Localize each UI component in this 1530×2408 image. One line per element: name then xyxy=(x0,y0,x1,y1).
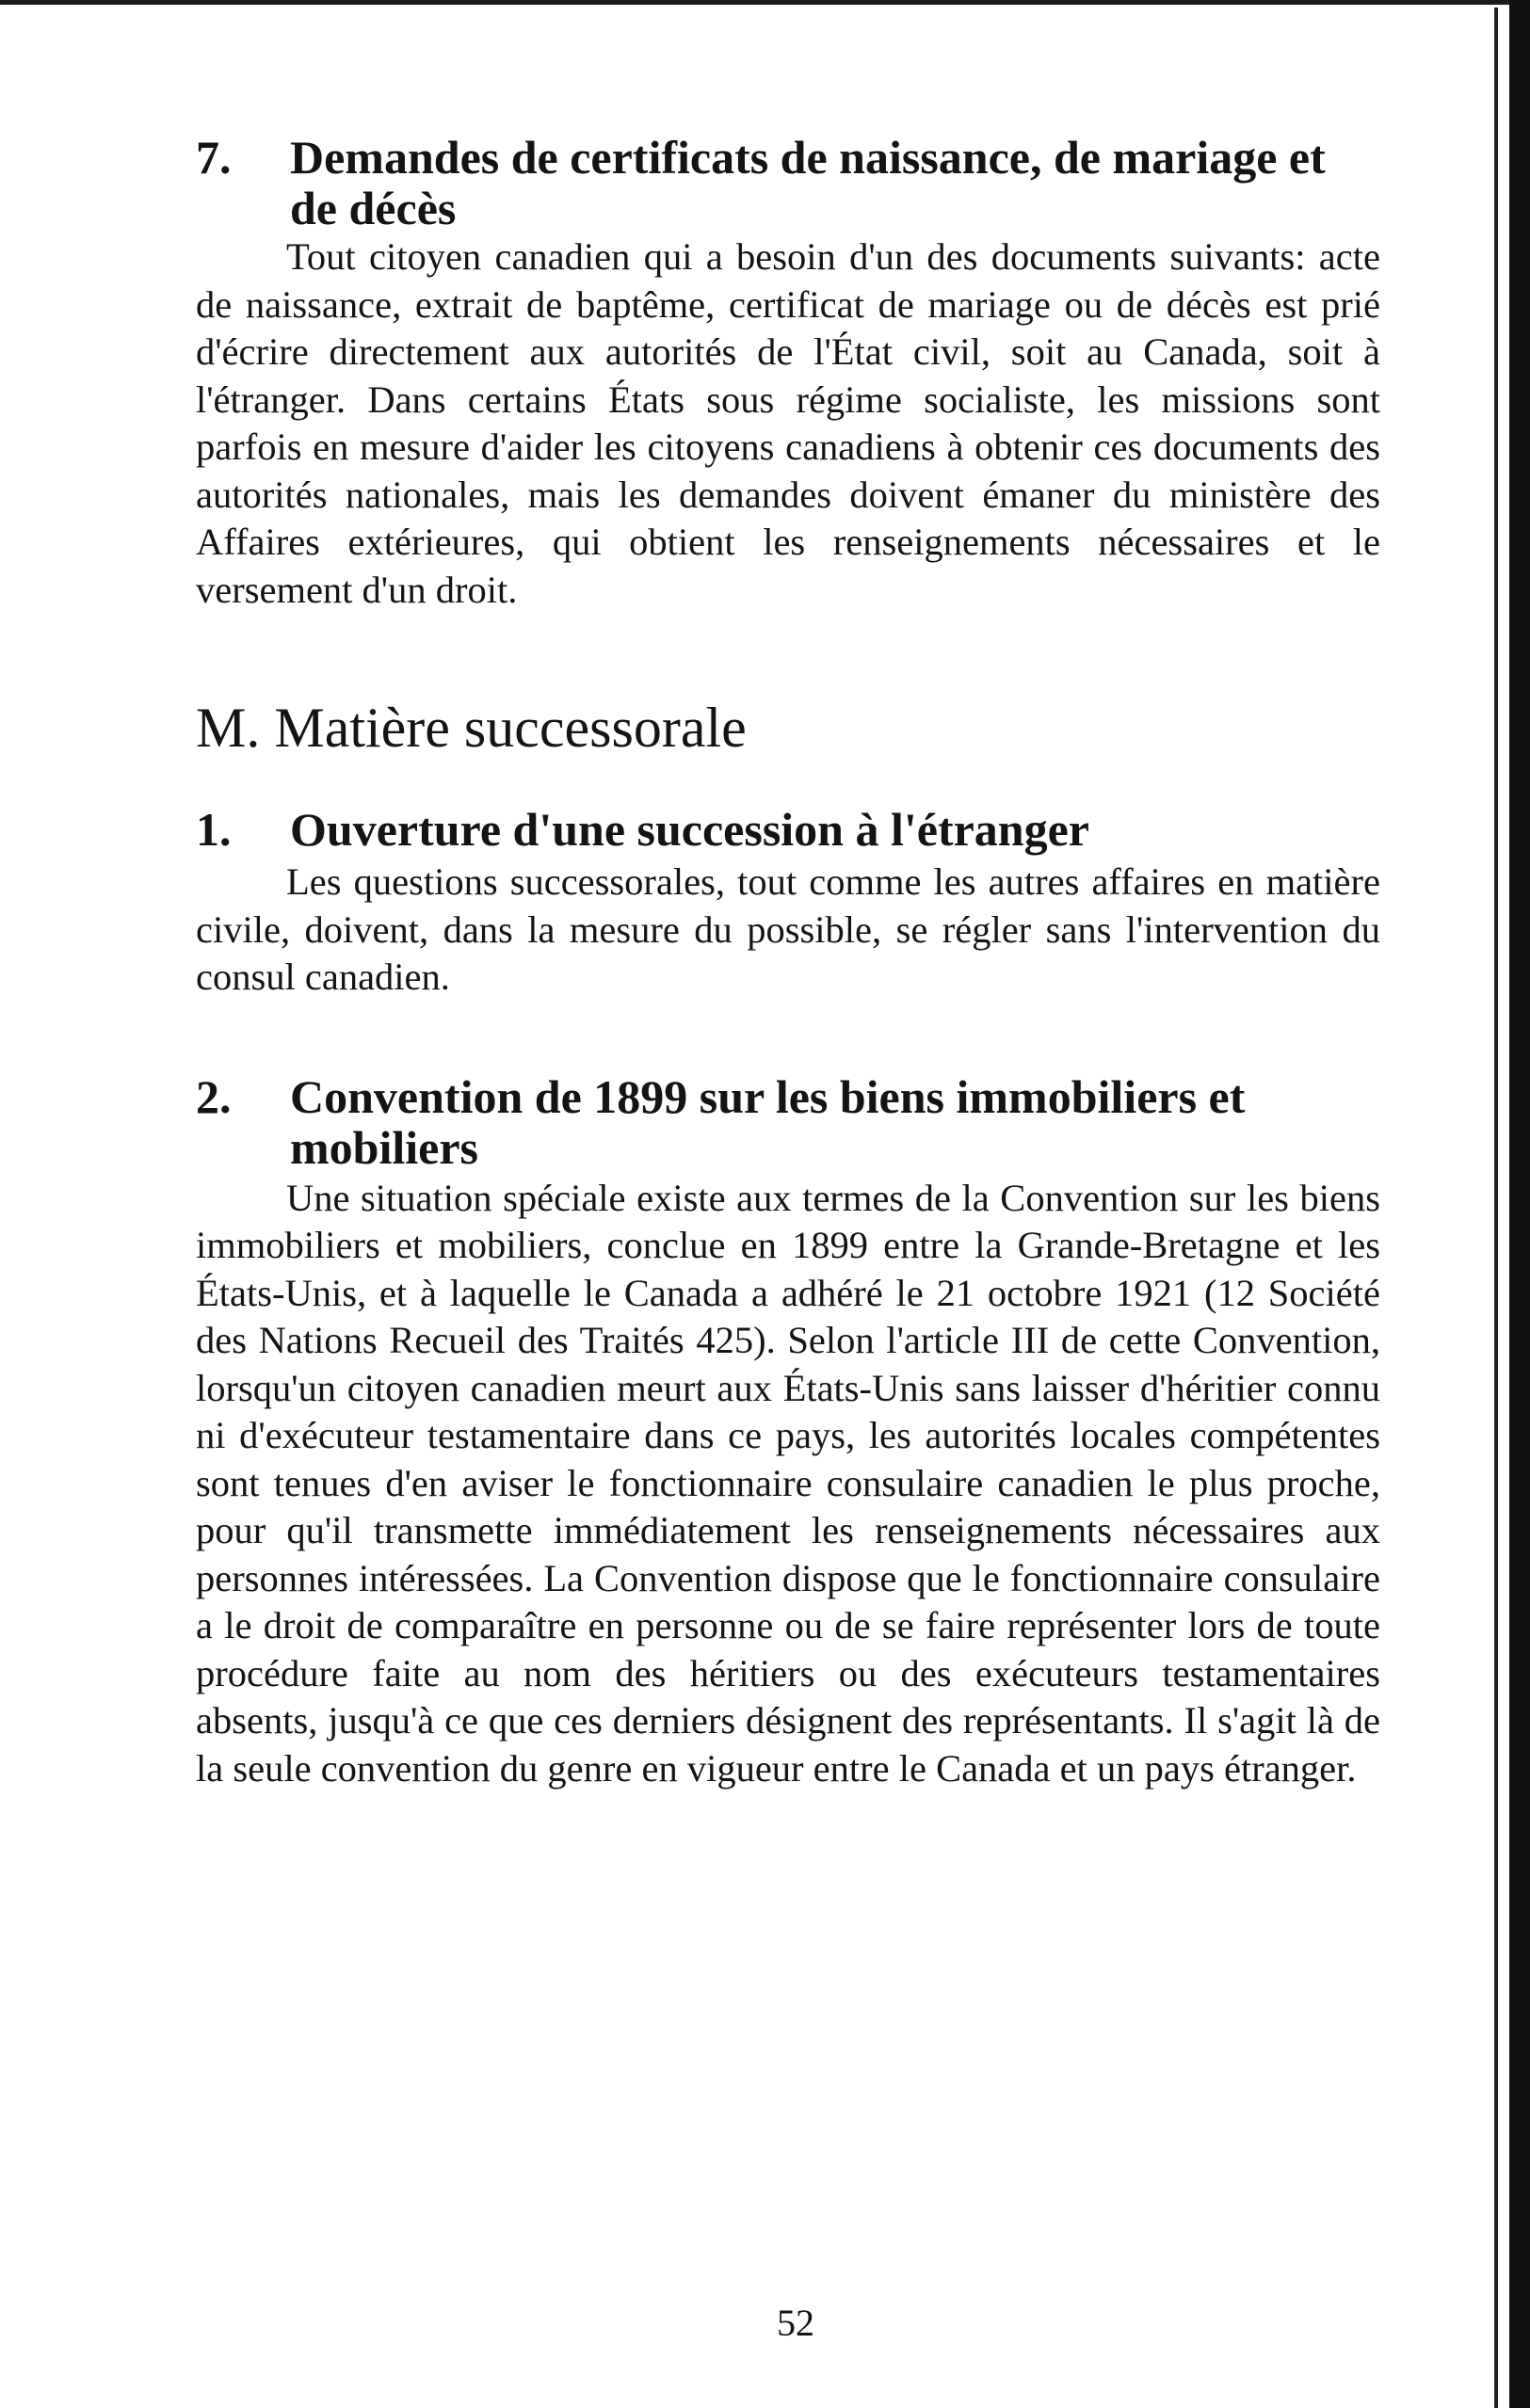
text-column xyxy=(196,132,1380,1792)
section-7-title: Demandes de certificats de naissance, de mariage et de décès xyxy=(290,131,1326,234)
binding-edge-line xyxy=(1494,8,1498,2408)
section-2-title: Convention de 1899 sur les biens immobiliers et mobiliers xyxy=(290,1069,1246,1174)
section-1-title: Ouverture d'une succession à l'étranger xyxy=(290,803,1089,856)
section-2-heading xyxy=(196,1071,1380,1173)
section-1-paragraph: Les questions successorales, tout comme les autres affaires en matière civile, doivent, dans la mesure du possible, se régler sans l'intervention du consul canadien. xyxy=(196,860,1380,998)
section-7-heading xyxy=(196,132,1380,233)
section-2-paragraph: Une situation spéciale existe aux termes de la Convention sur les biens immobiliers et mobiliers, conclue en 1899 entre la Grande-Bretagne et les États-Unis, et à laquelle le Canada a adhéré le 21 octobre 1921 (12 Société des Nations Recueil des Traités 425). Selon l'article III de cette Convention, lorsqu'un citoyen canadien meurt aux États-Unis sans laisser d'héritier connu ni d'exécuteur testamentaire dans ce pays, les autorités locales compétentes sont tenues d'en aviser le fonctionnaire consulaire canadien le plus proche, pour qu'il transmette immédiatement les renseignements nécessaires aux personnes intéressées. La Convention dispose que le fonctionnaire consulaire a le droit de comparaître en personne ou de se faire représenter lors de toute procédure faite au nom des héritiers ou des exécuteurs testamentaires absents, jusqu'à ce que ces derniers désignent des représentants. Il s'agit là de la seule convention du genre en vigueur entre le Canada et un pays étranger. xyxy=(196,1176,1380,1790)
top-edge-rule xyxy=(0,0,1530,5)
section-1-number: 1. xyxy=(196,803,232,856)
binding-edge-bar xyxy=(1509,0,1530,2408)
section-7-paragraph: Tout citoyen canadien qui a besoin d'un des documents suivants: acte de naissance, extrait de baptême, certificat de mariage ou de décès est prié d'écrire directement aux autorités de l'État civil, soit au Canada, soit à l'étranger. Dans certains États sous régime socialiste, les missions sont parfois en mesure d'aider les citoyens canadiens à obtenir ces documents des autorités nationales, mais les demandes doivent émaner du ministère des Affaires extérieures, qui obtient les renseignements nécessaires et le versement d'un droit. xyxy=(196,235,1380,611)
section-m-heading: M. Matière successorale xyxy=(196,697,747,759)
section-2-number: 2. xyxy=(196,1069,232,1123)
section-1-heading xyxy=(196,804,1380,855)
section-7-number: 7. xyxy=(196,131,232,184)
page-number: 52 xyxy=(777,2302,814,2344)
